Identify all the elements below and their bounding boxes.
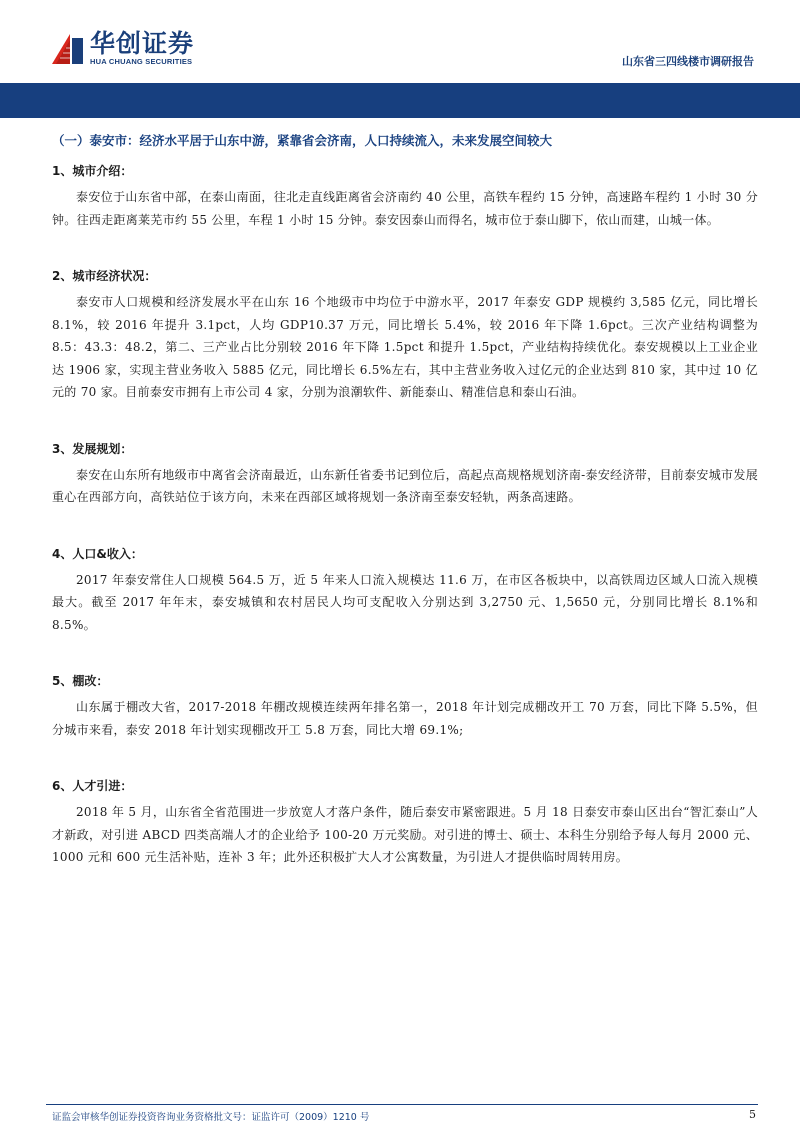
block-planning [52,438,758,509]
brand-name-en: HUA CHUANG SECURITIES [90,56,193,66]
page-header [0,0,800,118]
brand-name-cn: 华创证券 [90,28,195,58]
block-population [52,543,758,637]
brand-logo [52,28,194,68]
section-title: （一）泰安市：经济水平居于山东中游，紧靠省会济南，人口持续流入，未来发展空间较大 [52,133,553,148]
heading-city-intro: 1、城市介绍： [52,164,133,178]
para-shantytown: 山东属于棚改大省，2017-2018 年棚改规模连续两年排名第一，2018 年计划完成棚改开工 70 万套，同比下降 5.5%，但分城市来看，泰安 2018 年计划实现棚改开工 5.8 万套，同比大增 69.1%; [52,700,758,737]
block-city-intro [52,160,758,231]
heading-economy: 2、城市经济状况： [52,269,157,283]
block-talent [52,775,758,869]
brand-logo-icon [52,32,84,64]
para-city-intro: 泰安位于山东省中部，在泰山南面，往北走直线距离省会济南约 40 公里，高铁车程约 15 分钟，高速路车程约 1 小时 30 分钟。往西走距离莱芜市约 55 公里，车程 1 小时 15 分钟。泰安因泰山而得名，城市位于泰山脚下，依山而建，山城一体。 [52,190,758,227]
main-content [52,126,758,869]
block-shantytown [52,670,758,741]
para-planning: 泰安在山东所有地级市中离省会济南最近，山东新任省委书记到位后，高起点高规格规划济南-泰安经济带，目前泰安城市发展重心在西部方向，高铁站位于该方向，未来在西部区域将规划一条济南至泰安轻轨，两条高速路。 [52,467,758,504]
para-population: 2017 年泰安常住人口规模 564.5 万，近 5 年来人口流入规模达 11.6 万，在市区各板块中，以高铁周边区域人口流入规模最大。截至 2017 年年末，泰安城镇和农村居民人均可支配收入分别达到 3,2750 元、1,5650 元，分别同比增长 8.1%和 8.5%。 [52,572,758,632]
block-economy [52,265,758,404]
heading-talent: 6、人才引进： [52,779,133,793]
heading-shantytown: 5、棚改： [52,674,109,688]
para-talent: 2018 年 5 月，山东省全省范围进一步放宽人才落户条件，随后泰安市紧密跟进。5 月 18 日泰安市泰山区出台“智汇泰山”人才新政，对引进 ABCD 四类高端人才的企业给予 100-20 万元奖励。对引进的博士、硕士、本科生分别给予每人每月 2000 元、1000 元和 600 元生活补贴，连补 3 年；此外还积极扩大人才公寓数量，为引进人才提供临时周转用房。 [52,805,758,864]
page-number: 5 [749,1108,756,1121]
header-band [0,83,800,118]
footer-disclaimer: 证监会审核华创证券投资咨询业务资格批文号：证监许可（2009）1210 号 [52,1112,370,1123]
heading-planning: 3、发展规划： [52,441,133,456]
footer-divider [46,1104,758,1105]
report-title: 山东省三四线楼市调研报告 [622,55,754,68]
para-economy: 泰安市人口规模和经济发展水平在山东 16 个地级市中均位于中游水平，2017 年泰安 GDP 规模约 3,585 亿元，同比增长 8.1%，较 2016 年提升 3.1pct，人均 GDP10.37 万元，同比增长 5.4%，较 2016 年下降 1.6pct。三次产业结构调整为 8.5：43.3：48.2，第二、三产业占比分别较 2016 年下降 1.5pct 和提升 1.5pct，产业结构持续优化。泰安规模以上工业企业达 1906 家，实现主营业务收入 5885 亿元，同比增长 6.5%左右，其中主营业务收入过亿元的企业达到 810 家，其中过 10 亿元的 70 家。目前泰安市拥有上市公司 4 家，分别为浪潮软件、新能泰山、精准信息和泰山石油。 [52,295,758,399]
heading-population: 4、人口&收入： [52,546,143,561]
